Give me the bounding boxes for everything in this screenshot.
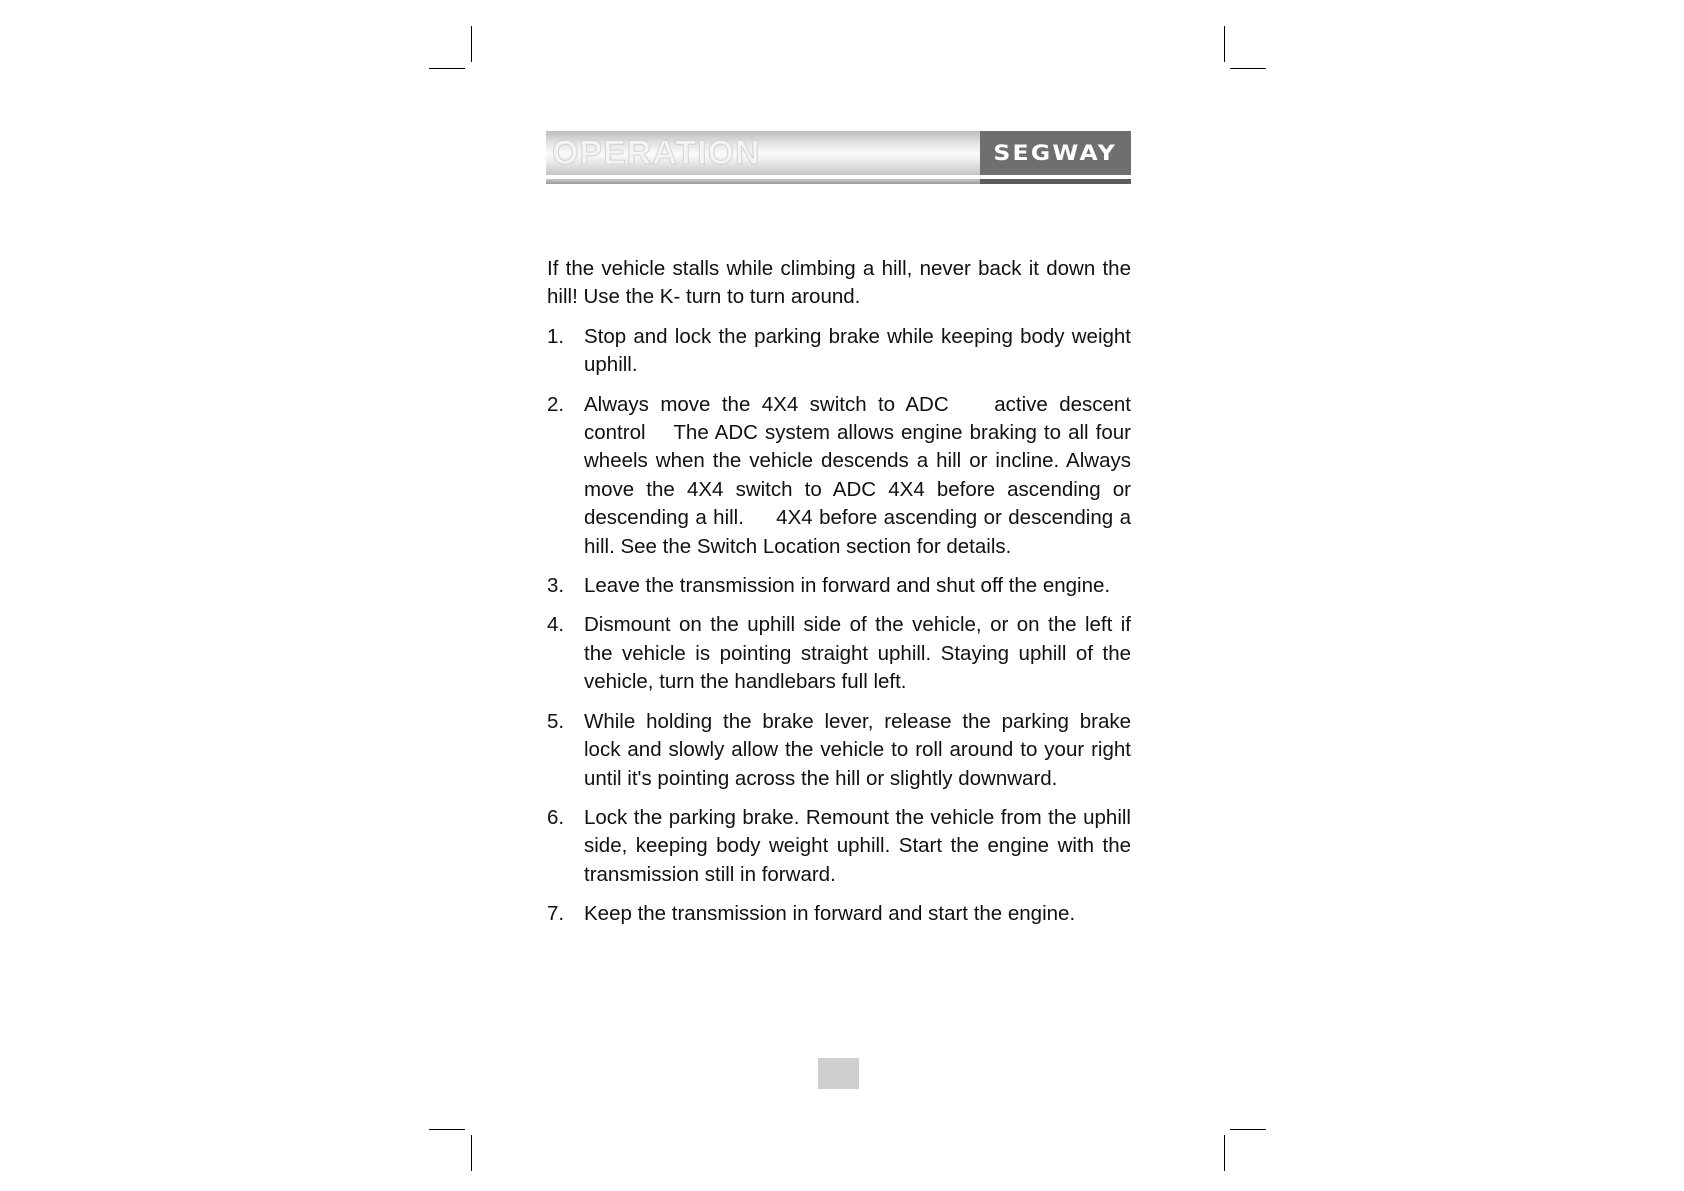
crop-mark-top-right-vertical <box>1224 26 1225 62</box>
step-number: 4. <box>547 613 565 637</box>
step-text: Lock the parking brake. Remount the vehicle from the uphill side, keeping body weight uphill. Start the engine with the transmission still in forward. <box>584 805 1131 886</box>
header-rule-right <box>980 179 1131 184</box>
page-number-box <box>818 1058 859 1089</box>
section-title: OPERATION <box>552 134 761 172</box>
step-text: Keep the transmission in forward and start the engine. <box>584 902 1076 926</box>
section-banner <box>546 131 980 175</box>
crop-mark-top-right-horizontal <box>1230 68 1266 69</box>
step-number: 5. <box>547 709 565 733</box>
list-item <box>547 572 1131 600</box>
step-number: 6. <box>547 805 565 829</box>
list-item <box>547 391 1131 561</box>
intro-paragraph: If the vehicle stalls while climbing a hill, never back it down the hill! Use the K- turn to turn around. <box>547 257 1131 309</box>
list-item <box>547 611 1131 696</box>
crop-mark-top-left-horizontal <box>429 68 465 69</box>
step-text: Always move the 4X4 switch to ADC active descent control The ADC system allows engine braking to all four wheels when the vehicle descends a hill or incline. Always move the 4X4 switch to ADC 4X4 before ascending or descending a hill. 4X4 before ascending or descending a hill. See the Switch Location section for details. <box>584 392 1131 558</box>
crop-mark-bottom-left-vertical <box>471 1135 472 1171</box>
list-item <box>547 323 1131 380</box>
step-number: 7. <box>547 902 565 926</box>
step-text: Dismount on the uphill side of the vehicle, or on the left if the vehicle is pointing straight uphill. Staying uphill of the vehicle, turn the handlebars full left. <box>584 613 1131 694</box>
manual-content <box>547 255 1131 940</box>
crop-mark-bottom-left-horizontal <box>429 1129 465 1130</box>
step-text: Stop and lock the parking brake while keeping body weight uphill. <box>584 324 1131 377</box>
list-item <box>547 804 1131 889</box>
steps-list <box>547 323 1131 929</box>
header-rule-left <box>546 179 980 184</box>
step-number: 2. <box>547 392 565 416</box>
step-text: Leave the transmission in forward and shut off the engine. <box>584 574 1111 598</box>
list-item <box>547 708 1131 793</box>
crop-mark-bottom-right-horizontal <box>1230 1129 1266 1130</box>
step-text: While holding the brake lever, release the parking brake lock and slowly allow the vehicle to roll around to your right until it's pointing across the hill or slightly downward. <box>584 709 1131 790</box>
step-number: 3. <box>547 574 565 598</box>
list-item <box>547 900 1131 928</box>
crop-mark-bottom-right-vertical <box>1224 1135 1225 1171</box>
brand-logo-box <box>980 131 1131 175</box>
page-header <box>546 131 1131 184</box>
crop-mark-top-left-vertical <box>471 26 472 62</box>
brand-logo: SEGWAY <box>993 141 1118 165</box>
step-number: 1. <box>547 324 565 348</box>
